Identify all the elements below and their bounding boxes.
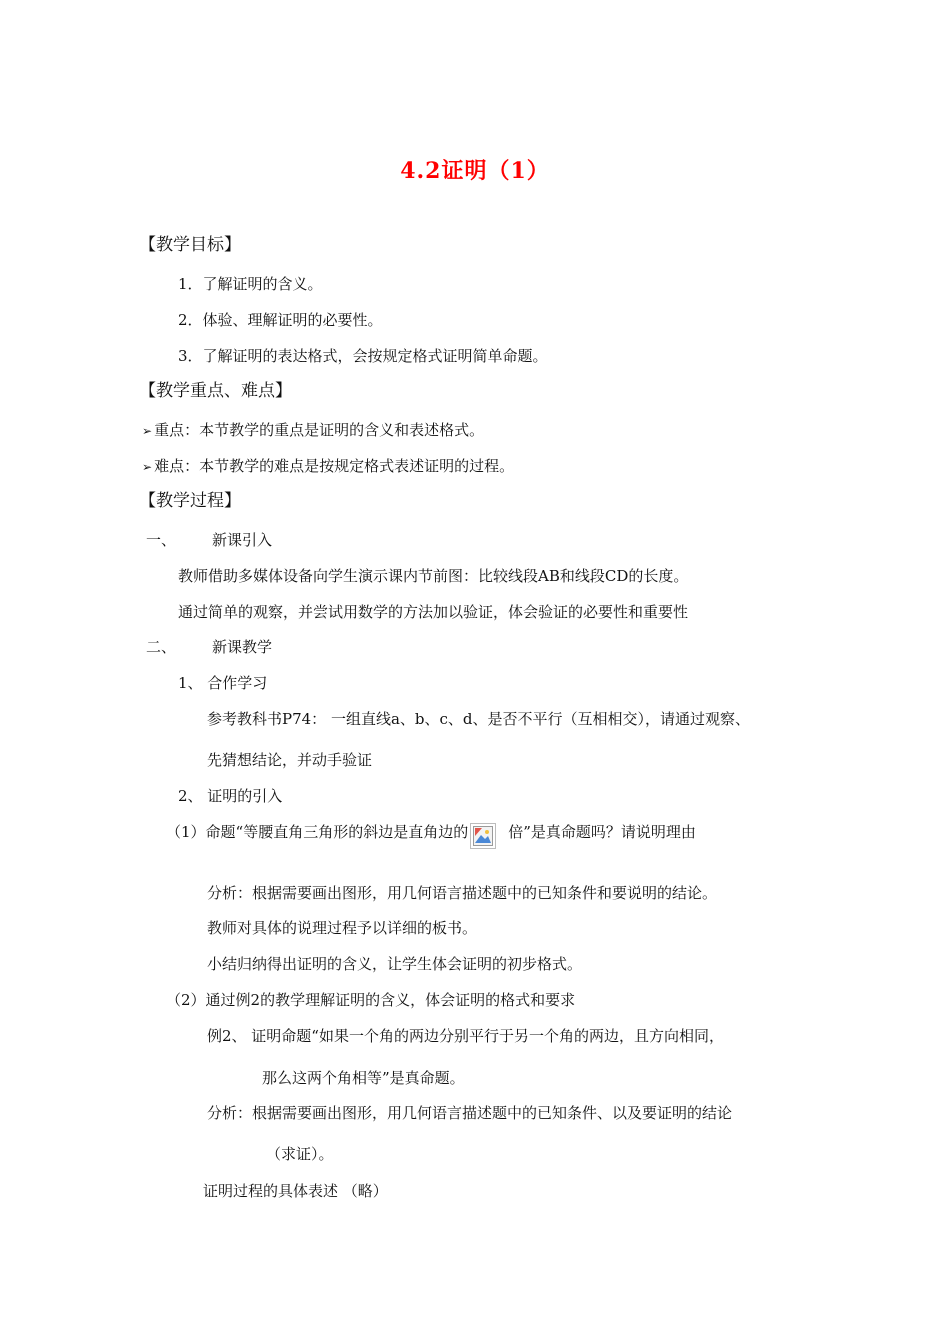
arrow-bullet-icon: ➢ [142, 424, 153, 438]
broken-image-icon [470, 823, 496, 849]
goal-item: 1．了解证明的含义。 [178, 275, 323, 293]
paragraph: 先猜想结论，并动手验证 [207, 751, 373, 769]
part-title: 新课教学 [212, 638, 273, 656]
paragraph: 教师借助多媒体设备向学生演示课内节前图：比较线段AB和线段CD的长度。 [178, 567, 689, 585]
analysis: 分析：根据需要画出图形，用几何语言描述题中的已知条件、以及要证明的结论 [207, 1104, 733, 1122]
keypoint-text: 重点：本节教学的重点是证明的含义和表述格式。 [154, 421, 485, 439]
keypoint-item [142, 420, 484, 441]
question-2: （2）通过例2的教学理解证明的含义，体会证明的格式和要求 [166, 991, 576, 1009]
example-2-continued: 那么这两个角相等”是真命题。 [262, 1069, 465, 1087]
goals-heading: 【教学目标】 [139, 235, 241, 255]
proof-note: 证明过程的具体表述 （略） [203, 1182, 388, 1200]
subsection-label: 2、 证明的引入 [178, 787, 283, 805]
part-number: 一、 [146, 531, 177, 549]
question-text: （1）命题“等腰直角三角形的斜边是直角边的 [166, 823, 469, 841]
paragraph: 通过简单的观察，并尝试用数学的方法加以验证，体会验证的必要性和重要性 [178, 603, 689, 621]
question-1 [166, 822, 696, 849]
keypoint-text: 难点：本节教学的难点是按规定格式表述证明的过程。 [154, 457, 515, 475]
part-title: 新课引入 [212, 531, 273, 549]
keypoints-heading: 【教学重点、难点】 [139, 381, 292, 401]
document-title: 4.2证明（1） [400, 158, 550, 184]
arrow-bullet-icon: ➢ [142, 460, 153, 474]
part-number: 二、 [146, 638, 177, 656]
paragraph: 小结归纳得出证明的含义，让学生体会证明的初步格式。 [207, 955, 583, 973]
keypoint-item [142, 456, 514, 477]
goal-item: 2．体验、理解证明的必要性。 [178, 311, 383, 329]
paragraph: 参考教科书P74： 一组直线a、b、c、d、是否不平行（互相相交），请通过观察、 [207, 710, 750, 728]
paragraph: 分析：根据需要画出图形，用几何语言描述题中的已知条件和要说明的结论。 [207, 884, 718, 902]
process-heading: 【教学过程】 [139, 491, 241, 511]
example-2: 例2、 证明命题“如果一个角的两边分别平行于另一个角的两边，且方向相同， [207, 1027, 724, 1045]
subsection-label: 1、 合作学习 [178, 674, 268, 692]
analysis-continued: （求证）。 [266, 1145, 334, 1163]
question-text: 倍”是真命题吗？请说明理由 [508, 823, 696, 841]
goal-item: 3．了解证明的表达格式，会按规定格式证明简单命题。 [178, 347, 548, 365]
paragraph: 教师对具体的说理过程予以详细的板书。 [207, 919, 478, 937]
